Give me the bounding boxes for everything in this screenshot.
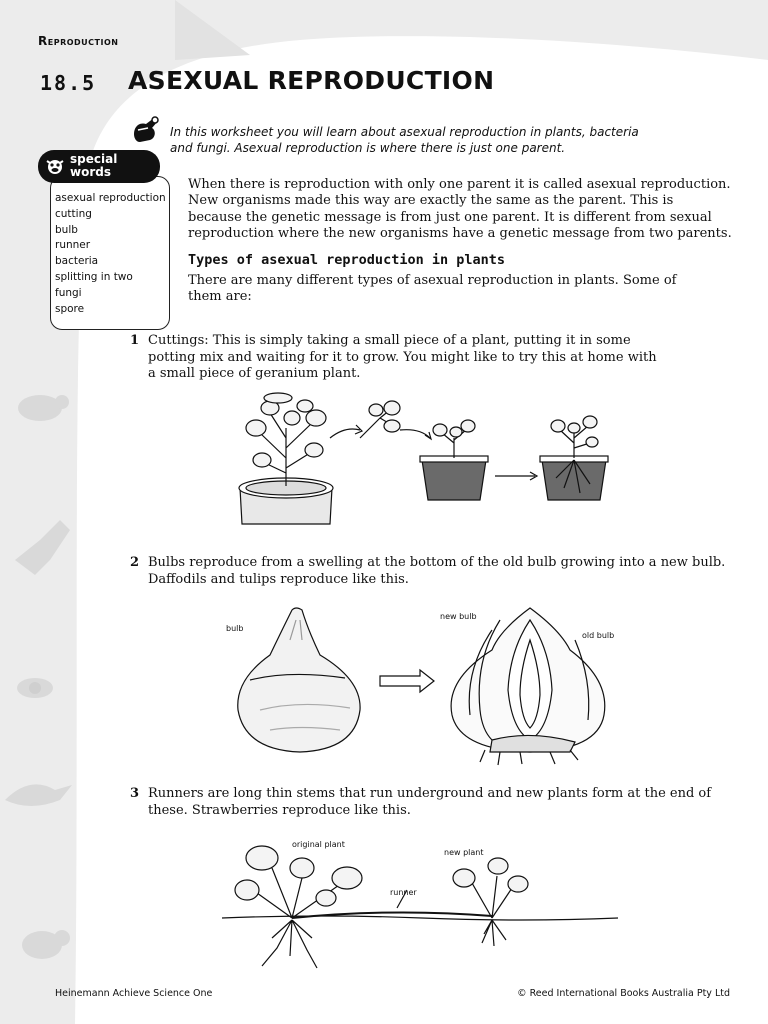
special-word: bacteria [55, 255, 99, 268]
special-word: runner [55, 239, 91, 252]
paragraph-line: because the genetic message is from just one parent. It is different from sexual [188, 209, 712, 225]
figure-label-runner: runner [390, 888, 417, 897]
paragraph-line: New organisms made this way are exactly the same as the parent. This is [188, 193, 674, 209]
pointing-hand-icon [128, 112, 164, 148]
paragraph-line: them are: [188, 289, 252, 305]
item-text [148, 333, 657, 383]
subheading: Types of asexual reproduction in plants [188, 252, 505, 268]
figure-label-bulb: bulb [226, 624, 244, 633]
item-line: a small piece of geranium plant. [148, 366, 361, 381]
cuttings-illustration [230, 388, 620, 528]
intro-paragraph [188, 177, 732, 242]
intro-line: and fungi. Asexual reproduction is where there is just one parent. [170, 141, 566, 155]
types-paragraph [188, 273, 676, 306]
figure-label-old-bulb: old bulb [582, 631, 615, 640]
item-number: 3 [130, 786, 140, 801]
section-label: Reproduction [38, 34, 119, 48]
paragraph-line: When there is reproduction with only one parent it is called asexual reproduction. [188, 177, 731, 192]
item-line: Cuttings: This is simply taking a small piece of a plant, putting it in some [148, 333, 631, 348]
special-words-heading-line: special [70, 152, 118, 166]
runner-illustration [222, 838, 622, 973]
footer-copyright: © Reed International Books Australia Pty Ltd [517, 988, 730, 999]
item-line: Runners are long thin stems that run underground and new plants form at the end of [148, 786, 712, 801]
special-word: splitting in two [55, 270, 133, 283]
special-words-heading [38, 150, 160, 183]
special-word: fungi [55, 286, 82, 299]
special-word: spore [55, 302, 85, 315]
figure-label-new-bulb: new bulb [440, 612, 477, 621]
paragraph-line: reproduction where the new organisms have a genetic message from two parents. [188, 225, 732, 241]
cow-head-icon [45, 157, 65, 176]
item-text [148, 786, 711, 819]
item-line: Daffodils and tulips reproduce like this. [148, 571, 409, 587]
item-text [148, 555, 725, 588]
special-words-list [55, 191, 166, 317]
bulb-illustration [230, 600, 610, 770]
figure-label-new-plant: new plant [444, 848, 484, 857]
section-number: 18.5 [40, 71, 97, 95]
item-line: potting mix and waiting for it to grow. You might like to try this at home with [148, 349, 657, 365]
item-line: these. Strawberries reproduce like this. [148, 802, 411, 818]
paragraph-line: There are many different types of asexual reproduction in plants. Some of [188, 273, 677, 288]
figure-label-original-plant: original plant [292, 840, 345, 849]
item-number: 1 [130, 333, 140, 348]
special-word: asexual reproduction [55, 192, 166, 204]
item-number: 2 [130, 555, 140, 570]
page-title: ASEXUAL REPRODUCTION [128, 66, 495, 95]
special-word: bulb [55, 223, 78, 236]
footer-publisher: Heinemann Achieve Science One [55, 988, 213, 999]
item-line: Bulbs reproduce from a swelling at the bottom of the old bulb growing into a new bulb. [148, 555, 726, 570]
intro-text [170, 124, 650, 156]
special-word: cutting [55, 207, 92, 220]
pig-silhouette-icon [18, 395, 62, 421]
special-words-heading-line: words [70, 165, 111, 179]
intro-line: In this worksheet you will learn about asexual reproduction in plants, bacteria [170, 125, 639, 139]
